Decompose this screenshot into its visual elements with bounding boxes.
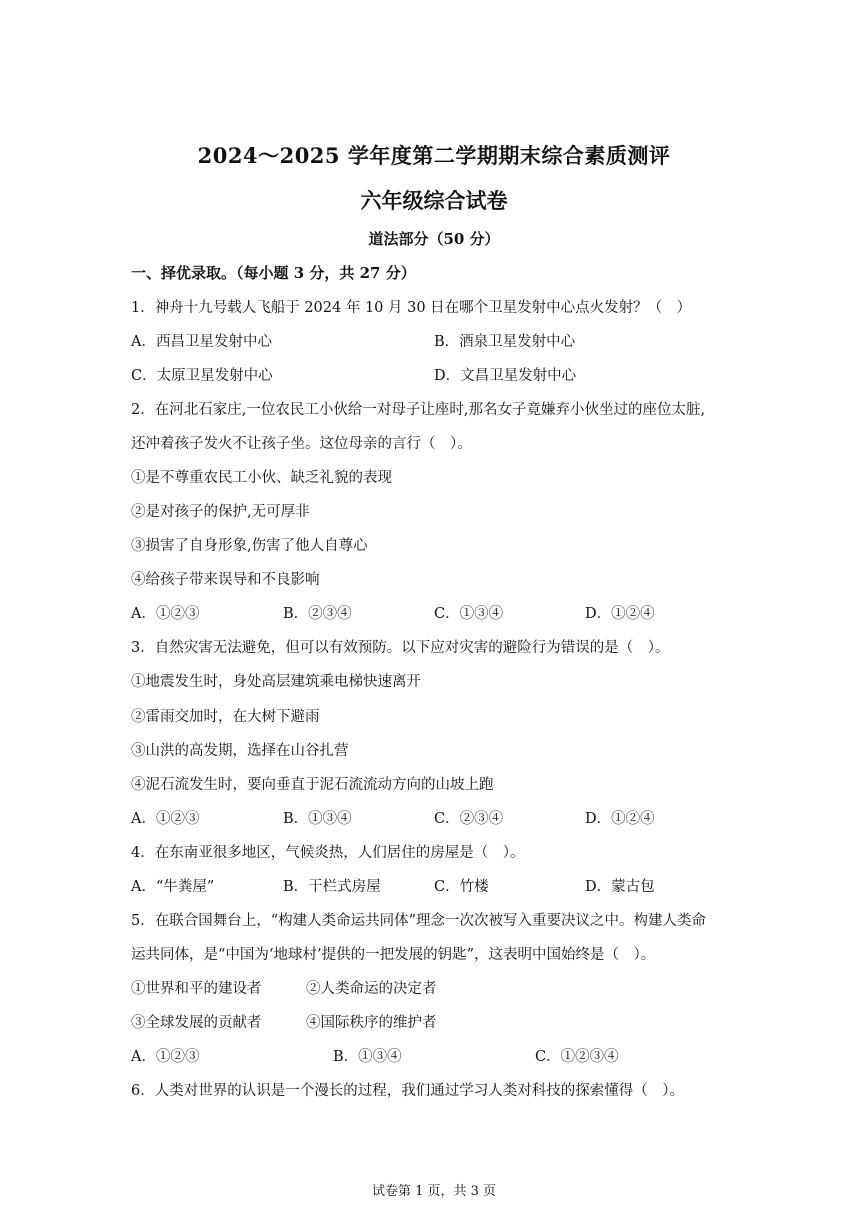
q5-option-c: C．①②③④ <box>535 1049 619 1065</box>
part-title: 道法部分（50 分） <box>368 230 500 248</box>
q3-option-a: A．①②③ <box>131 811 200 827</box>
question-3-stem: 3．自然灾害无法避免，但可以有效预防。以下应对灾害的避险行为错误的是（ ）。 <box>131 640 670 656</box>
q4-option-c: C．竹楼 <box>434 879 489 895</box>
q5-item-3: ③全球发展的贡献者 <box>131 1015 262 1031</box>
q2-option-d: D．①②④ <box>585 606 655 622</box>
question-5-stem-line1: 5．在联合国舞台上，“构建人类命运共同体”理念一次次被写入重要决议之中。构建人类命 <box>131 913 707 929</box>
q5-item-1: ①世界和平的建设者 <box>131 981 262 997</box>
question-1-stem: 1．神舟十九号载人飞船于 2024 年 10 月 30 日在哪个卫星发射中心点火发射？（ ） <box>131 300 692 316</box>
q2-option-a: A．①②③ <box>131 606 200 622</box>
q1-option-c: C．太原卫星发射中心 <box>131 368 273 384</box>
q2-option-b: B．②③④ <box>283 606 352 622</box>
q2-item-3: ③损害了自身形象,伤害了他人自尊心 <box>131 538 368 554</box>
q5-item-2: ②人类命运的决定者 <box>306 981 437 997</box>
q3-option-d: D．①②④ <box>585 811 655 827</box>
q3-item-3: ③山洪的高发期，选择在山谷扎营 <box>131 743 349 759</box>
q3-option-b: B．①③④ <box>283 811 352 827</box>
q2-item-2: ②是对孩子的保护,无可厚非 <box>131 504 310 520</box>
exam-title: 2024～2025 学年度第二学期期末综合素质测评 <box>197 143 671 168</box>
exam-subtitle: 六年级综合试卷 <box>360 188 508 213</box>
q1-option-a: A．西昌卫星发射中心 <box>131 334 272 350</box>
q2-option-c: C．①③④ <box>434 606 504 622</box>
q5-item-4: ④国际秩序的维护者 <box>306 1015 437 1031</box>
question-6-stem: 6．人类对世界的认识是一个漫长的过程，我们通过学习人类对科技的探索懂得（ ）。 <box>131 1083 684 1099</box>
q1-option-d: D．文昌卫星发射中心 <box>434 368 577 384</box>
q3-item-4: ④泥石流发生时，要向垂直于泥石流流动方向的山坡上跑 <box>131 777 494 793</box>
q1-option-b: B．酒泉卫星发射中心 <box>434 334 576 350</box>
q2-item-4: ④给孩子带来误导和不良影响 <box>131 572 320 588</box>
q4-option-d: D．蒙古包 <box>585 879 655 895</box>
q5-option-a: A．①②③ <box>131 1049 200 1065</box>
q2-item-1: ①是不尊重农民工小伙、缺乏礼貌的表现 <box>131 470 392 486</box>
q3-item-2: ②雷雨交加时，在大树下避雨 <box>131 709 320 725</box>
q3-item-1: ①地震发生时，身处高层建筑乘电梯快速离开 <box>131 674 421 690</box>
question-4-stem: 4．在东南亚很多地区，气候炎热，人们居住的房屋是（ ）。 <box>131 845 525 861</box>
section-heading: 一、择优录取。（每小题 3 分，共 27 分） <box>131 264 416 282</box>
q5-option-b: B．①③④ <box>333 1049 402 1065</box>
question-2-stem-line2: 还冲着孩子发火不让孩子坐。这位母亲的言行（ ）。 <box>131 436 472 452</box>
question-5-stem-line2: 运共同体，是“中国为‘地球村’提供的一把发展的钥匙”，这表明中国始终是（ ）。 <box>131 947 656 963</box>
q3-option-c: C．②③④ <box>434 811 504 827</box>
question-2-stem-line1: 2．在河北石家庄,一位农民工小伙给一对母子让座时,那名女子竟嫌弃小伙坐过的座位太脏, <box>131 402 706 418</box>
q4-option-a: A．“牛粪屋” <box>131 879 215 895</box>
q4-option-b: B．干栏式房屋 <box>283 879 381 895</box>
page-footer: 试卷第 1 页，共 3 页 <box>371 1184 497 1199</box>
